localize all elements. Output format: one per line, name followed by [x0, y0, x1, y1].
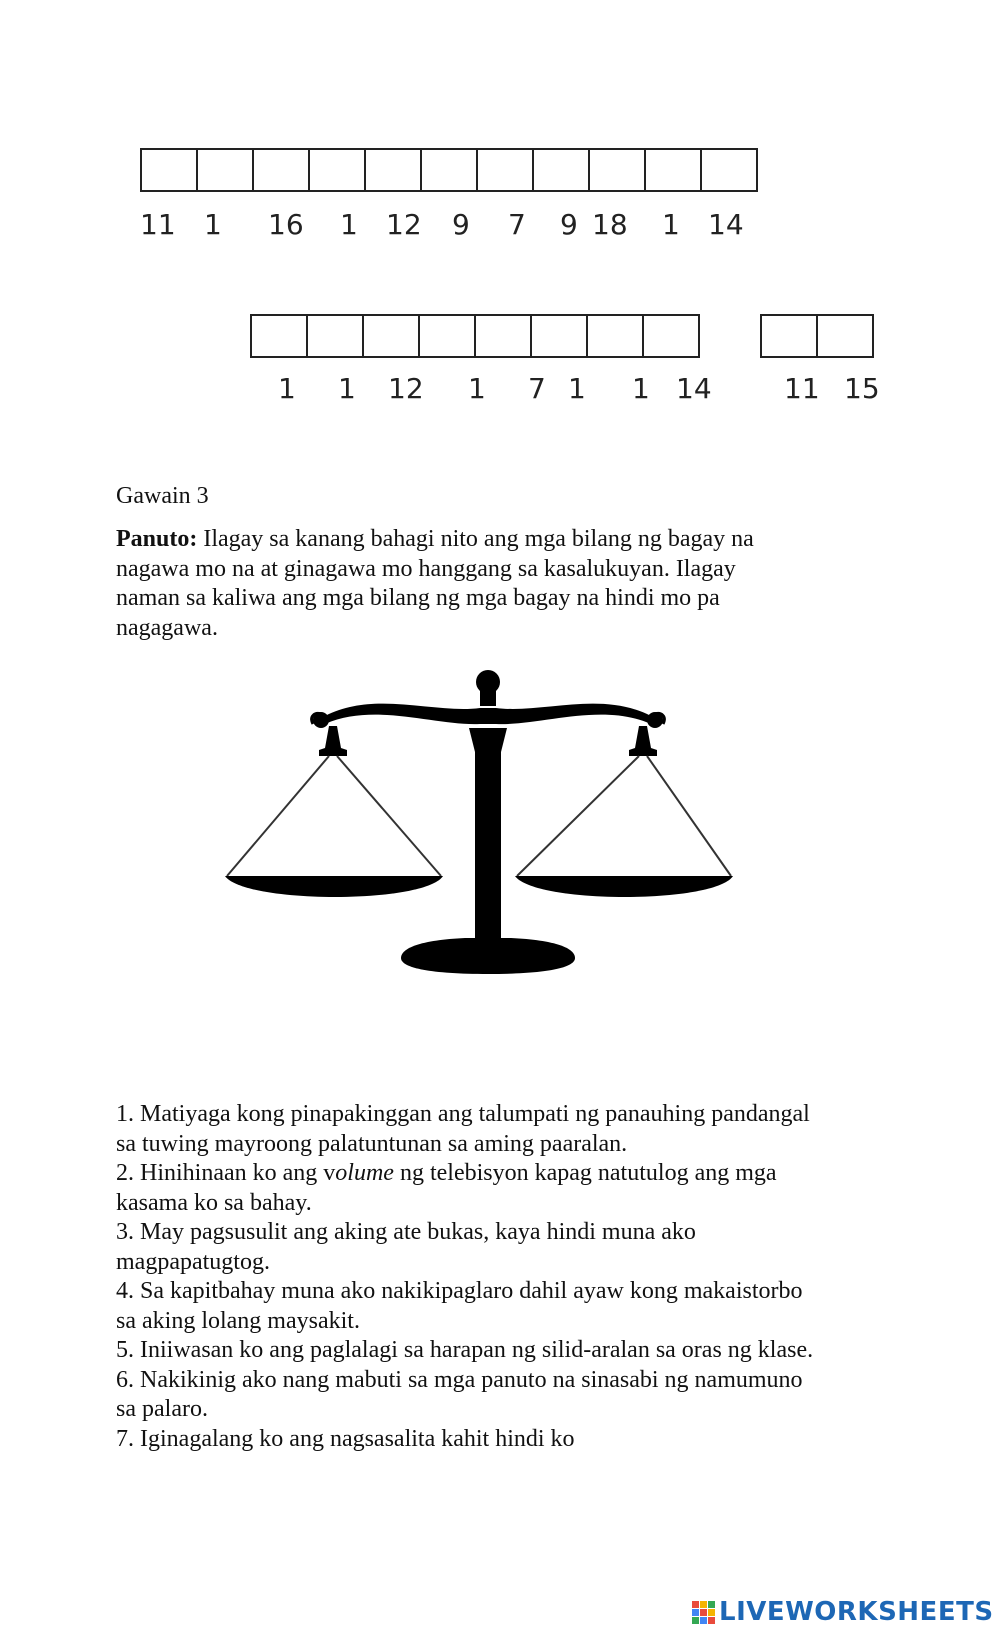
code-number: 9 [452, 208, 470, 241]
letter-box[interactable] [818, 316, 874, 356]
list-item: 2. Hinihinaan ko ang volume ng telebisyon kapag natutulog ang mga kasama ko sa bahay. [116, 1160, 777, 1216]
letter-box[interactable] [534, 150, 590, 190]
list-item: 5. Iniiwasan ko ang paglalagi sa harapan ng silid-aralan sa oras ng klase. [116, 1337, 814, 1363]
letter-box[interactable] [644, 316, 700, 356]
code-number: 1 [568, 372, 586, 405]
code-number: 7 [508, 208, 526, 241]
letter-box[interactable] [142, 150, 198, 190]
letter-box[interactable] [422, 150, 478, 190]
letter-box[interactable] [198, 150, 254, 190]
list-item: 7. Iginagalang ko ang nagsasalita kahit hindi ko [116, 1425, 575, 1452]
letter-boxes-row-2b [760, 314, 874, 358]
activity-title: Gawain 3 [116, 483, 209, 509]
number-code-row-2a [250, 372, 710, 406]
letter-box[interactable] [588, 316, 644, 356]
letter-box[interactable] [364, 316, 420, 356]
letter-boxes-row-1 [140, 148, 758, 192]
code-number: 16 [268, 208, 304, 241]
code-number: 11 [784, 372, 820, 405]
letter-box[interactable] [590, 150, 646, 190]
code-number: 12 [388, 372, 424, 405]
number-code-row-1 [140, 208, 780, 242]
code-number: 1 [632, 372, 650, 405]
letter-box[interactable] [532, 316, 588, 356]
letter-box[interactable] [308, 316, 364, 356]
letter-box[interactable] [702, 150, 758, 190]
code-number: 18 [592, 208, 628, 241]
instruction-text: Ilagay sa kanang bahagi nito ang mga bilang ng bagay na nagawa mo na at ginagawa mo hanggang sa kasalukuyan. Ilagay naman sa kaliwa ang mga bilang ng mga bagay na hindi mo pa nagagawa. [116, 526, 754, 641]
logo-text: LIVEWORKSHEETS [719, 1597, 994, 1627]
letter-box[interactable] [252, 316, 308, 356]
code-number: 1 [338, 372, 356, 405]
code-number: 12 [386, 208, 422, 241]
letter-box[interactable] [646, 150, 702, 190]
letter-box[interactable] [254, 150, 310, 190]
instruction-label: Panuto: [116, 526, 198, 552]
letter-box[interactable] [762, 316, 818, 356]
list-item: 4. Sa kapitbahay muna ako nakikipaglaro dahil ayaw kong makaistorbo sa aking lolang maysakit. [116, 1278, 803, 1334]
code-number: 7 [528, 372, 546, 405]
code-number: 14 [676, 372, 712, 405]
code-number: 1 [340, 208, 358, 241]
code-number: 1 [278, 372, 296, 405]
instructions [116, 525, 796, 643]
letter-box[interactable] [420, 316, 476, 356]
list-item: 6. Nakikinig ako nang mabuti sa mga panuto na sinasabi ng namumuno sa palaro. [116, 1366, 803, 1422]
code-number: 11 [140, 208, 176, 241]
code-number: 15 [844, 372, 880, 405]
letter-box[interactable] [310, 150, 366, 190]
list-item: 1. Matiyaga kong pinapakinggan ang talumpati ng panauhing pandangal sa tuwing mayroong palatuntunan sa aming paaralan. [116, 1101, 810, 1157]
code-number: 1 [468, 372, 486, 405]
items-list [116, 1100, 816, 1454]
logo-mark-icon [692, 1601, 715, 1624]
code-number: 1 [204, 208, 222, 241]
code-number: 9 [560, 208, 578, 241]
letter-box[interactable] [476, 316, 532, 356]
balance-scale-icon [225, 668, 765, 988]
letter-boxes-row-2a [250, 314, 700, 358]
code-number: 1 [662, 208, 680, 241]
letter-box[interactable] [478, 150, 534, 190]
code-number: 14 [708, 208, 744, 241]
number-code-row-2b [760, 372, 890, 406]
list-item: 3. May pagsusulit ang aking ate bukas, kaya hindi muna ako magpapatugtog. [116, 1219, 696, 1275]
liveworksheets-logo [692, 1597, 994, 1627]
letter-box[interactable] [366, 150, 422, 190]
